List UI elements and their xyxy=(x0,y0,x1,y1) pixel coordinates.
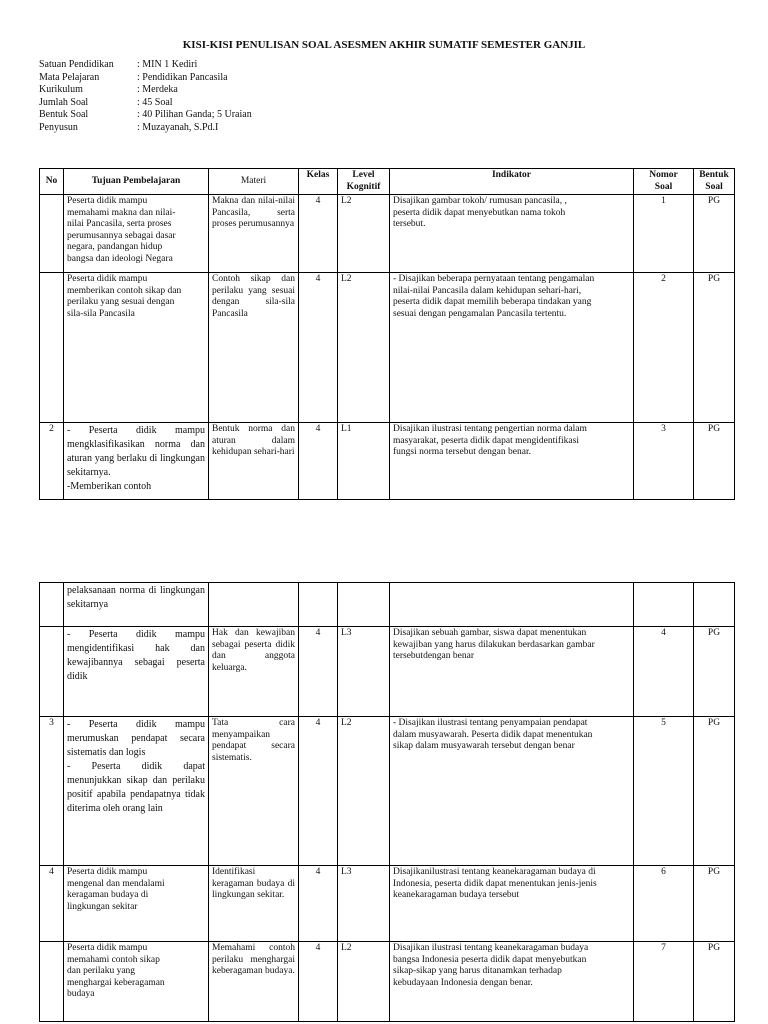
cell-bentuk: PG xyxy=(694,627,735,717)
document-title: KISI-KISI PENULISAN SOAL ASESMEN AKHIR SUMATIF SEMESTER GANJIL xyxy=(182,39,586,51)
meta-value: : 40 Pilihan Ganda; 5 Uraian xyxy=(137,109,252,120)
cell-level: L2 xyxy=(338,273,390,423)
meta-row xyxy=(39,122,252,135)
grid-table-page-2 xyxy=(39,582,735,1022)
table-row xyxy=(40,627,735,717)
cell-indikator: Disajikan sebuah gambar, siswa dapat menentukan kewajiban yang harus dilakukan berdasarkan gambar tersebutdengan benar xyxy=(390,627,634,717)
cell-materi xyxy=(209,583,299,627)
col-header-kelas: Kelas xyxy=(299,169,338,195)
cell-kelas: 4 xyxy=(299,627,338,717)
meta-row xyxy=(39,59,252,72)
cell-kelas: 4 xyxy=(299,717,338,866)
cell-level: L2 xyxy=(338,942,390,1022)
col-header-tujuan: Tujuan Pembelajaran xyxy=(64,169,209,195)
header-row xyxy=(40,169,735,195)
col-header-materi: Materi xyxy=(209,169,299,195)
table-row xyxy=(40,195,735,273)
cell-tujuan: - Peserta didik mampu merumuskan pendapat secara sistematis dan logis - Peserta didik dapat menunjukkan sikap dan perilaku positif apabila pendapatnya tidak diterima oleh orang lain xyxy=(64,717,209,866)
cell-nomor: 1 xyxy=(634,195,694,273)
cell-indikator: Disajikanilustrasi tentang keanekaragaman budaya di Indonesia, peserta didik dapat menentukan jenis-jenis keanekaragaman budaya tersebut xyxy=(390,866,634,942)
col-header-nomor: Nomor Soal xyxy=(634,169,694,195)
col-header-level: Level Kognitif xyxy=(338,169,390,195)
cell-level: L3 xyxy=(338,866,390,942)
cell-no xyxy=(40,273,64,423)
cell-no: 4 xyxy=(40,866,64,942)
cell-tujuan: Peserta didik mampu memberikan contoh sikap dan perilaku yang sesuai dengan sila-sila Pancasila xyxy=(64,273,209,423)
cell-bentuk: PG xyxy=(694,195,735,273)
cell-nomor: 7 xyxy=(634,942,694,1022)
cell-bentuk: PG xyxy=(694,942,735,1022)
meta-row xyxy=(39,97,252,110)
cell-level: L2 xyxy=(338,717,390,866)
meta-label: Penyusun xyxy=(39,121,78,133)
cell-materi: Contoh sikap dan perilaku yang sesuai dengan sila-sila Pancasila xyxy=(209,273,299,423)
cell-materi: Bentuk norma dan aturan dalam kehidupan sehari-hari xyxy=(209,423,299,500)
cell-indikator: Disajikan ilustrasi tentang pengertian norma dalam masyarakat, peserta didik dapat mengidentifikasi fungsi norma tersebut dengan benar. xyxy=(390,423,634,500)
cell-no xyxy=(40,627,64,717)
cell-materi: Makna dan nilai-nilai Pancasila, serta proses perumusannya xyxy=(209,195,299,273)
cell-nomor xyxy=(634,583,694,627)
meta-label: Kurikulum xyxy=(39,84,83,95)
meta-value: : Pendidikan Pancasila xyxy=(137,71,228,83)
cell-bentuk xyxy=(694,583,735,627)
cell-materi: Identifikasi keragaman budaya di lingkungan sekitar. xyxy=(209,866,299,942)
cell-materi: Memahami contoh perilaku menghargai keberagaman budaya. xyxy=(209,942,299,1022)
cell-nomor: 5 xyxy=(634,717,694,866)
cell-indikator: - Disajikan beberapa pernyataan tentang pengamalan nilai-nilai Pancasila dalam kehidupan sehari-hari, peserta didik dapat memilih beberapa tindakan yang sesuai dengan pengamalan Pancasila tertentu. xyxy=(390,273,634,423)
col-header-bentuk: Bentuk Soal xyxy=(694,169,735,195)
cell-materi: Hak dan kewajiban sebagai peserta didik dan anggota keluarga. xyxy=(209,627,299,717)
meta-value: : MIN 1 Kediri xyxy=(137,59,198,70)
table-row xyxy=(40,423,735,500)
cell-level: L3 xyxy=(338,627,390,717)
table-row xyxy=(40,717,735,866)
grid-table-page-1 xyxy=(39,168,735,500)
cell-nomor: 2 xyxy=(634,273,694,423)
cell-no xyxy=(40,195,64,273)
cell-materi: Tata cara menyampaikan pendapat secara sistematis. xyxy=(209,717,299,866)
cell-tujuan: Peserta didik mampu memahami contoh sikap dan perilaku yang menghargai keberagaman budaya xyxy=(64,942,209,1022)
meta-value: : 45 Soal xyxy=(137,96,173,108)
meta-row xyxy=(39,72,252,85)
cell-level: L1 xyxy=(338,423,390,500)
cell-nomor: 6 xyxy=(634,866,694,942)
cell-tujuan: - Peserta didik mampu mengidentifikasi hak dan kewajibannya sebagai peserta didik xyxy=(64,627,209,717)
meta-label: Satuan Pendidikan xyxy=(39,59,114,70)
cell-bentuk: PG xyxy=(694,866,735,942)
table-row xyxy=(40,942,735,1022)
cell-tujuan: Peserta didik mampu mengenal dan mendalami keragaman budaya di lingkungan sekitar xyxy=(64,866,209,942)
cell-indikator: - Disajikan ilustrasi tentang penyampaian pendapat dalam musyawarah. Peserta didik dapat menentukan sikap dalam musyawarah tersebut dengan benar xyxy=(390,717,634,866)
cell-nomor: 4 xyxy=(634,627,694,717)
cell-nomor: 3 xyxy=(634,423,694,500)
cell-no xyxy=(40,583,64,627)
cell-indikator: Disajikan gambar tokoh/ rumusan pancasila, , peserta didik dapat menyebutkan nama tokoh tersebut. xyxy=(390,195,634,273)
cell-tujuan: pelaksanaan norma di lingkungan sekitarnya xyxy=(64,583,209,627)
table-row xyxy=(40,273,735,423)
meta-label: Jumlah Soal xyxy=(39,96,89,108)
cell-tujuan: Peserta didik mampu memahami makna dan nilai- nilai Pancasila, serta proses perumusannya sebagai dasar negara, pandangan hidup bangsa dan ideologi Negara xyxy=(64,195,209,273)
cell-tujuan: - Peserta didik mampu mengklasifikasikan norma dan aturan yang berlaku di lingkungan sekitarnya. -Memberikan contoh xyxy=(64,423,209,500)
table-row xyxy=(40,583,735,627)
cell-kelas: 4 xyxy=(299,942,338,1022)
cell-no xyxy=(40,942,64,1022)
cell-level: L2 xyxy=(338,195,390,273)
meta-label: Bentuk Soal xyxy=(39,109,89,120)
identity-block xyxy=(39,59,252,134)
cell-indikator xyxy=(390,583,634,627)
cell-level xyxy=(338,583,390,627)
cell-indikator: Disajikan ilustrasi tentang keanekaragaman budaya bangsa Indonesia peserta didik dapat menyebutkan sikap-sikap yang harus ditanamkan terhadap kebudayaan Indonesia dengan benar. xyxy=(390,942,634,1022)
meta-label: Mata Pelajaran xyxy=(39,71,100,83)
meta-row xyxy=(39,109,252,122)
cell-bentuk: PG xyxy=(694,717,735,866)
meta-value: : Merdeka xyxy=(137,84,178,95)
cell-kelas: 4 xyxy=(299,866,338,942)
cell-no: 2 xyxy=(40,423,64,500)
cell-bentuk: PG xyxy=(694,423,735,500)
col-header-indikator: Indikator xyxy=(390,169,634,195)
cell-kelas: 4 xyxy=(299,195,338,273)
cell-kelas: 4 xyxy=(299,273,338,423)
cell-bentuk: PG xyxy=(694,273,735,423)
cell-no: 3 xyxy=(40,717,64,866)
meta-value: : Muzayanah, S.Pd.I xyxy=(137,121,219,133)
meta-row xyxy=(39,84,252,97)
cell-kelas: 4 xyxy=(299,423,338,500)
table-row xyxy=(40,866,735,942)
col-header-no: No xyxy=(40,169,64,195)
cell-kelas xyxy=(299,583,338,627)
